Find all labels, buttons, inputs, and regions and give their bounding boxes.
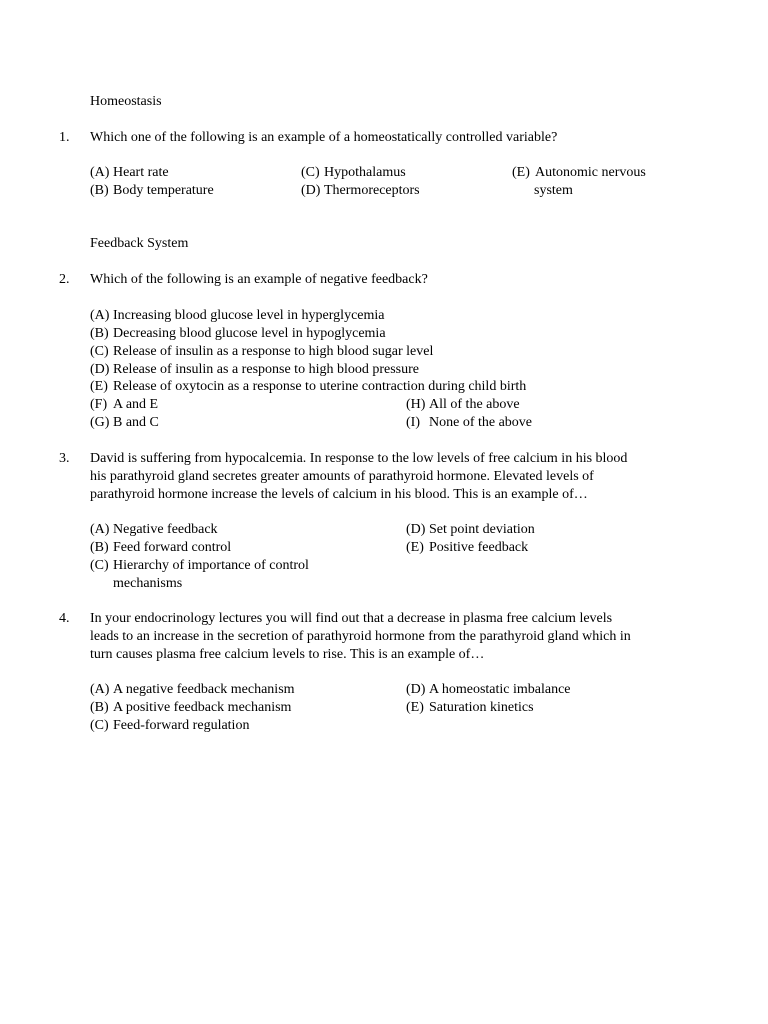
- option-text: Release of insulin as a response to high blood pressure: [113, 362, 419, 377]
- question-4-text-line-2: leads to an increase in the secretion of parathyroid hormone from the parathyroid gland which in: [90, 629, 631, 644]
- option-text: Hierarchy of importance of control: [113, 558, 309, 573]
- option-label: (B): [90, 700, 109, 715]
- option-text: Hypothalamus: [324, 165, 406, 180]
- q3-option-d: [406, 521, 535, 539]
- q4-option-a: [90, 681, 295, 699]
- question-3-text-line-2: his parathyroid gland secretes greater amounts of parathyroid hormone. Elevated levels of: [90, 469, 594, 484]
- option-text: A positive feedback mechanism: [113, 700, 292, 715]
- option-text: Decreasing blood glucose level in hypoglycemia: [113, 326, 386, 341]
- option-text: Positive feedback: [429, 540, 529, 555]
- q2-option-f: [90, 396, 158, 414]
- option-label: (E): [90, 379, 108, 394]
- question-1-number: 1.: [59, 130, 70, 145]
- q4-option-c: [90, 717, 249, 735]
- option-label: (A): [90, 522, 110, 537]
- q2-option-d: [90, 361, 419, 379]
- q1-option-d: [301, 182, 420, 200]
- option-text: A and E: [113, 397, 159, 412]
- option-text: Feed-forward regulation: [113, 718, 250, 733]
- option-text: None of the above: [429, 415, 533, 430]
- question-4-text-line-1: In your endocrinology lectures you will find out that a decrease in plasma free calcium levels: [90, 611, 613, 626]
- option-label: (E): [406, 540, 424, 555]
- question-3-text-line-3: parathyroid hormone increase the levels of calcium in his blood. This is an example of…: [90, 487, 588, 502]
- q2-option-b: [90, 325, 386, 343]
- option-label: (C): [90, 344, 109, 359]
- option-label: (I): [406, 415, 420, 430]
- option-text-continuation: system: [534, 183, 573, 198]
- question-4-number: 4.: [59, 611, 70, 626]
- option-label: (A): [90, 308, 110, 323]
- q2-option-i: [406, 414, 532, 432]
- option-text: A negative feedback mechanism: [113, 682, 295, 697]
- q1-option-e-continuation: [512, 182, 573, 200]
- q3-option-e: [406, 539, 528, 557]
- section-heading-homeostasis: Homeostasis: [90, 94, 162, 109]
- option-label: (C): [301, 165, 320, 180]
- question-2-number: 2.: [59, 272, 70, 287]
- option-label: (C): [90, 718, 109, 733]
- q1-option-e: [512, 164, 646, 182]
- q3-option-a: [90, 521, 218, 539]
- option-label: (G): [90, 415, 110, 430]
- option-text: All of the above: [429, 397, 520, 412]
- q3-option-c-continuation: [113, 575, 182, 593]
- option-text: A homeostatic imbalance: [429, 682, 571, 697]
- option-label: (E): [512, 165, 530, 180]
- q2-option-c: [90, 343, 433, 361]
- option-label: (B): [90, 540, 109, 555]
- question-2-text: Which of the following is an example of negative feedback?: [90, 272, 428, 287]
- q2-option-g: [90, 414, 159, 432]
- option-text-continuation: mechanisms: [113, 576, 183, 591]
- question-4-text-line-3: turn causes plasma free calcium levels to rise. This is an example of…: [90, 647, 485, 662]
- question-3-text-line-1: David is suffering from hypocalcemia. In response to the low levels of free calcium in his blood: [90, 451, 628, 466]
- option-text: Thermoreceptors: [324, 183, 420, 198]
- option-label: (D): [406, 682, 426, 697]
- option-label: (D): [301, 183, 321, 198]
- question-3-number: 3.: [59, 451, 70, 466]
- q4-option-e: [406, 699, 534, 717]
- q3-option-b: [90, 539, 231, 557]
- q4-option-d: [406, 681, 571, 699]
- option-label: (A): [90, 682, 110, 697]
- option-text: Body temperature: [113, 183, 214, 198]
- option-label: (E): [406, 700, 424, 715]
- option-text: Negative feedback: [113, 522, 218, 537]
- option-text: Heart rate: [113, 165, 169, 180]
- option-text: Set point deviation: [429, 522, 535, 537]
- option-text: Release of insulin as a response to high blood sugar level: [113, 344, 434, 359]
- option-label: (A): [90, 165, 110, 180]
- section-heading-feedback-system: Feedback System: [90, 236, 189, 251]
- option-label: (H): [406, 397, 426, 412]
- q3-option-c: [90, 557, 309, 575]
- q2-option-e: [90, 378, 526, 396]
- question-1-text: Which one of the following is an example of a homeostatically controlled variable?: [90, 130, 558, 145]
- option-label: (F): [90, 397, 108, 412]
- option-label: (C): [90, 558, 109, 573]
- q2-option-a: [90, 307, 385, 325]
- option-text: Release of oxytocin as a response to uterine contraction during child birth: [113, 379, 527, 394]
- q4-option-b: [90, 699, 291, 717]
- option-label: (B): [90, 183, 109, 198]
- q1-option-b: [90, 182, 214, 200]
- option-label: (D): [406, 522, 426, 537]
- q1-option-c: [301, 164, 406, 182]
- option-label: (D): [90, 362, 110, 377]
- q1-option-a: [90, 164, 169, 182]
- option-text: Saturation kinetics: [429, 700, 534, 715]
- option-text: Feed forward control: [113, 540, 232, 555]
- option-text: Autonomic nervous: [535, 165, 646, 180]
- option-text: Increasing blood glucose level in hyperglycemia: [113, 308, 385, 323]
- option-label: (B): [90, 326, 109, 341]
- option-text: B and C: [113, 415, 159, 430]
- q2-option-h: [406, 396, 520, 414]
